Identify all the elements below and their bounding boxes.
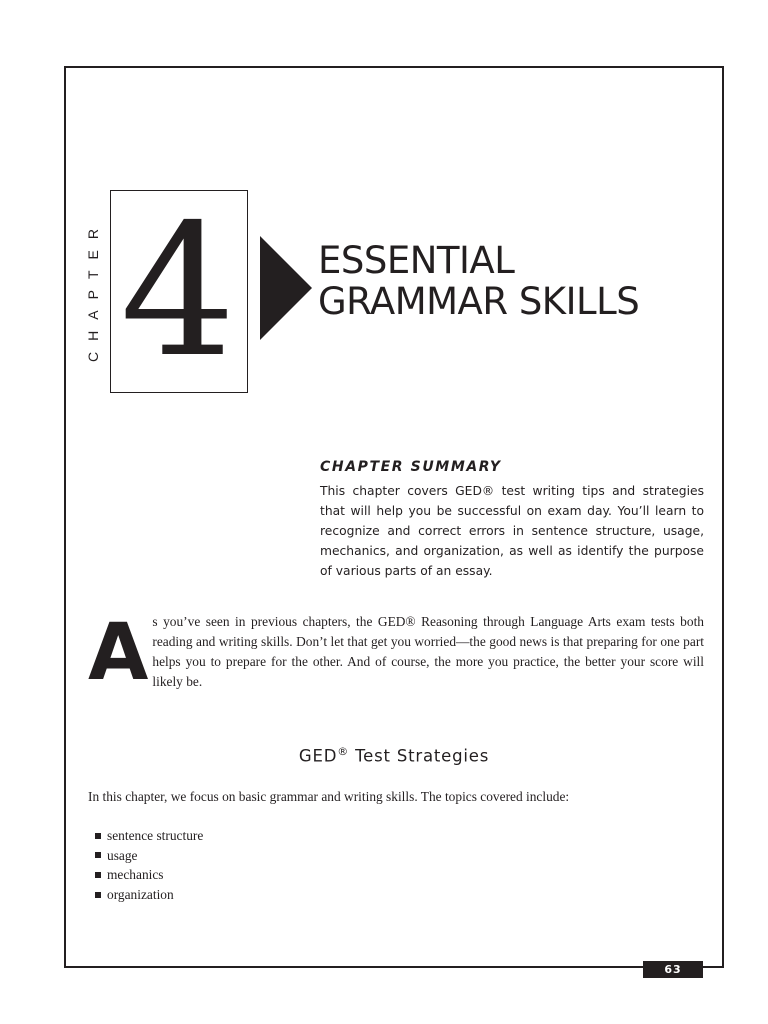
chapter-summary-text: This chapter covers GED® test writing tips and strategies that will help you be successful on exam day. You’ll learn to recognize and correct errors in sentence structure, usage, mechanics, and organization, as well as identify the purpose of various parts of an essay. [320,484,704,578]
chapter-summary-heading: CHAPTER SUMMARY [320,459,502,475]
topic-label: mechanics [107,867,164,883]
section-heading-rest: Test Strategies [349,746,490,766]
section-heading [64,745,724,766]
chapter-label [78,210,108,370]
square-bullet-icon [95,852,101,858]
list-item [95,846,203,866]
intro-text: s you’ve seen in previous chapters, the GED® Reasoning through Language Arts exam tests both reading and writing skills. Don’t let that get you worried—the good news is that preparing for one part helps you to prepare for the other. And of course, the more you practice, the better your score will likely be. [152,614,704,689]
list-item [95,826,203,846]
topic-label: organization [107,886,174,902]
list-item [95,865,203,885]
intro-paragraph [88,608,704,698]
square-bullet-icon [95,872,101,878]
registered-mark: ® [337,745,350,758]
list-item [95,885,203,905]
chapter-number: 4 [120,185,236,397]
square-bullet-icon [95,833,101,839]
page-number: 63 [643,961,703,978]
section-heading-ged: GED [298,746,338,766]
topic-label: sentence structure [107,828,204,843]
chapter-title-line-1: ESSENTIAL [318,239,515,282]
topics-intro: In this chapter, we focus on basic grammar and writing skills. The topics covered include: [88,789,570,804]
chapter-title-line-2: GRAMMAR SKILLS [318,280,640,323]
square-bullet-icon [95,892,101,898]
triangle-arrow-icon [260,236,312,340]
chapter-label-text: CHAPTER [85,218,101,362]
topic-list [95,826,203,904]
topic-label: usage [107,847,138,863]
drop-cap: A [88,608,149,698]
chapter-title [318,240,718,322]
